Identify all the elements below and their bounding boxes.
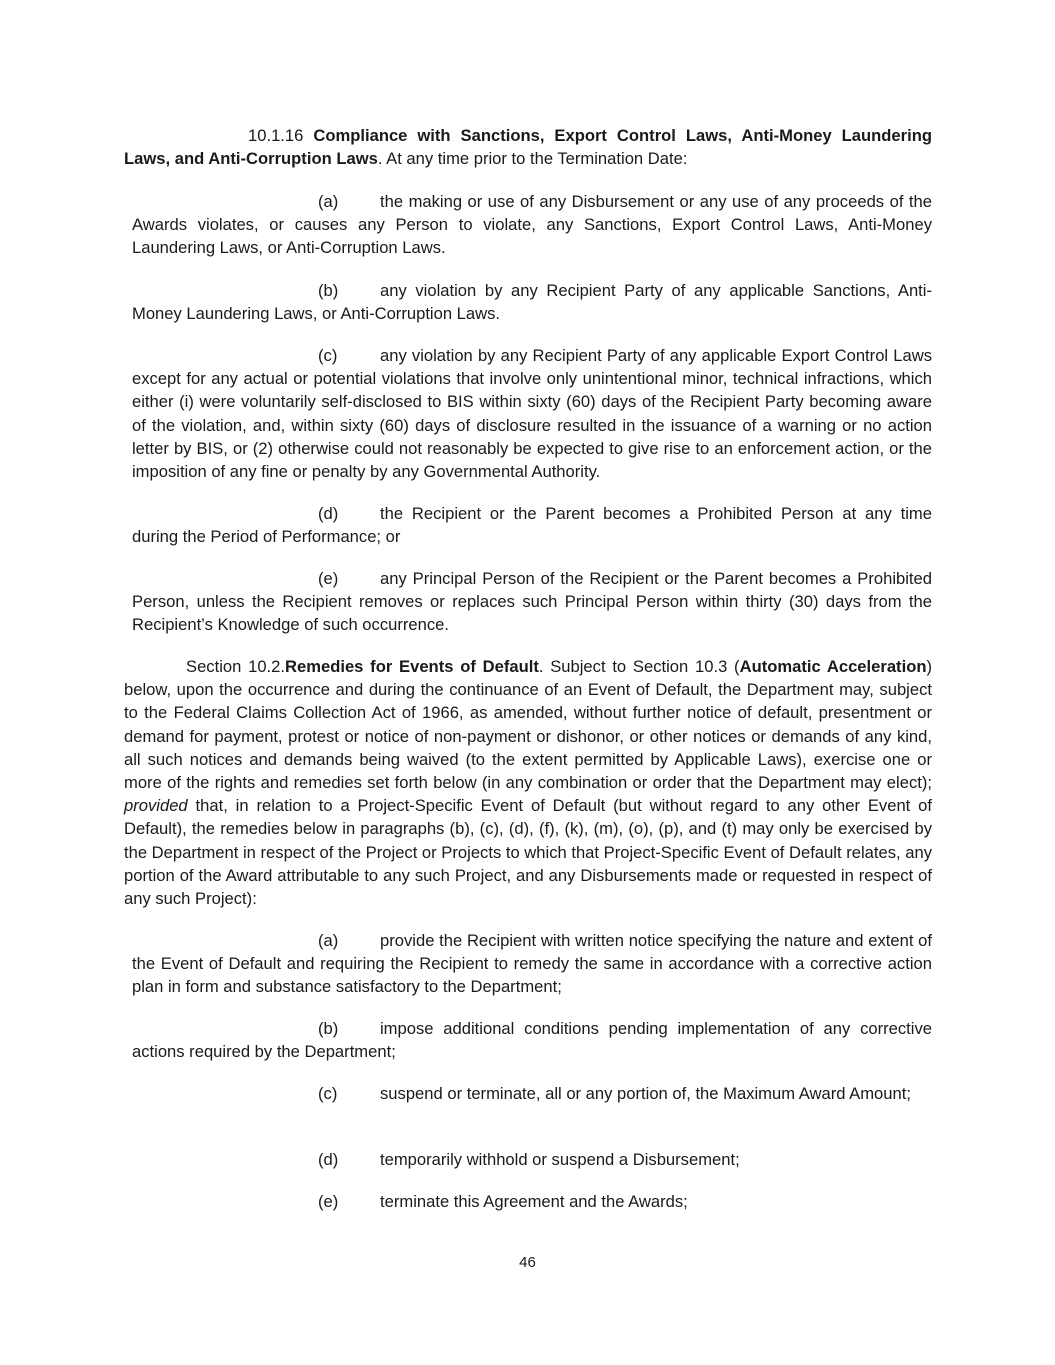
remedy-c xyxy=(132,1082,932,1105)
clause-text: any violation by any Recipient Party of any applicable Export Control Laws except for any actual or potential violations that involve only unintentional minor, technical infractions, which either (i) were voluntarily self-disclosed to BIS within sixty (60) days of the Recipient Party becoming aware of the violation, and, within sixty (60) days of disclosure resulted in the issuance of a warning or no action letter by BIS, or (2) otherwise could not reasonably be expected to give rise to an enforcement action, or the imposition of any fine or penalty by any Governmental Authority. xyxy=(132,346,932,482)
clause-label: (c) xyxy=(318,1084,338,1103)
clause-d xyxy=(132,502,932,548)
section-title: Compliance with Sanctions, Export Control Laws, Anti-Money Laundering Laws, and Anti-Corruption Laws xyxy=(124,126,932,169)
remedy-b xyxy=(132,1017,932,1063)
clause-e xyxy=(132,567,932,637)
section-reference-title: Automatic Acceleration xyxy=(739,657,927,676)
section-number: 10.1.16 xyxy=(248,126,304,145)
section-title: Remedies for Events of Default xyxy=(285,657,539,676)
clause-text: impose additional conditions pending implementation of any corrective actions required by the Department; xyxy=(132,1019,932,1062)
clause-label: (b) xyxy=(318,1019,339,1038)
clause-label: (d) xyxy=(318,504,339,523)
clause-text: any Principal Person of the Recipient or the Parent becomes a Prohibited Person, unless the Recipient removes or replaces such Principal Person within thirty (30) days from the Recipient’s Knowledge of such occurrence. xyxy=(132,569,932,635)
section-10-2-paragraph xyxy=(124,655,932,910)
section-prefix: Section 10.2. xyxy=(186,657,286,676)
remedy-e xyxy=(318,1190,932,1213)
remedy-a xyxy=(132,929,932,999)
clause-label: (a) xyxy=(318,931,339,950)
clause-label: (e) xyxy=(318,569,339,588)
section-text-3: that, in relation to a Project-Specific Event of Default (but without regard to any other Event of Default), the remedies below in paragraphs (b), (c), (d), (f), (k), (m), (o), (p), and (t) may only be exercised by the Department in respect of the Project or Projects to which that Project-Specific Event of Default relates, any portion of the Award attributable to any such Project, and any Disbursements made or requested in respect of any such Project): xyxy=(124,796,932,909)
remedy-d xyxy=(318,1148,932,1171)
section-italic-term: provided xyxy=(124,796,188,816)
clause-label: (b) xyxy=(318,281,339,300)
clause-label: (a) xyxy=(318,192,339,211)
clause-label: (d) xyxy=(318,1150,339,1169)
section-text-2: ) below, upon the occurrence and during the continuance of an Event of Default, the Department may, subject to the Federal Claims Collection Act of 1966, as amended, without further notice of default, presentment or demand for payment, protest or notice of non-payment or dishonor, or other notices or demands of any kind, all such notices and demands being waived (to the extent permitted by Applicable Laws), exercise one or more of the rights and remedies set forth below (in any combination or order that the Department may elect); xyxy=(124,657,932,793)
heading-text: . At any time prior to the Termination Date: xyxy=(377,149,688,169)
clause-c xyxy=(132,344,932,483)
clause-text: terminate this Agreement and the Awards; xyxy=(380,1192,688,1211)
clause-text: temporarily withhold or suspend a Disbursement; xyxy=(380,1150,740,1169)
clause-text: suspend or terminate, all or any portion of, the Maximum Award Amount; xyxy=(380,1084,911,1103)
section-10-1-16-heading xyxy=(124,124,932,170)
clause-text: the making or use of any Disbursement or any use of any proceeds of the Awards violates, or causes any Person to violate, any Sanctions, Export Control Laws, Anti-Money Laundering Laws, or Anti-Corruption Laws. xyxy=(132,192,932,258)
page-number: 46 xyxy=(519,1254,536,1271)
clause-label: (e) xyxy=(318,1192,339,1211)
clause-text: the Recipient or the Parent becomes a Prohibited Person at any time during the Period of Performance; or xyxy=(132,504,932,547)
clause-a xyxy=(132,190,932,260)
section-text-1: . Subject to Section 10.3 ( xyxy=(538,657,740,676)
clause-text: any violation by any Recipient Party of any applicable Sanctions, Anti-Money Laundering Laws, or Anti-Corruption Laws. xyxy=(132,281,932,324)
clause-b xyxy=(132,279,932,325)
clause-text: provide the Recipient with written notice specifying the nature and extent of the Event of Default and requiring the Recipient to remedy the same in accordance with a corrective action plan in form and substance satisfactory to the Department; xyxy=(132,931,932,997)
clause-label: (c) xyxy=(318,346,338,365)
